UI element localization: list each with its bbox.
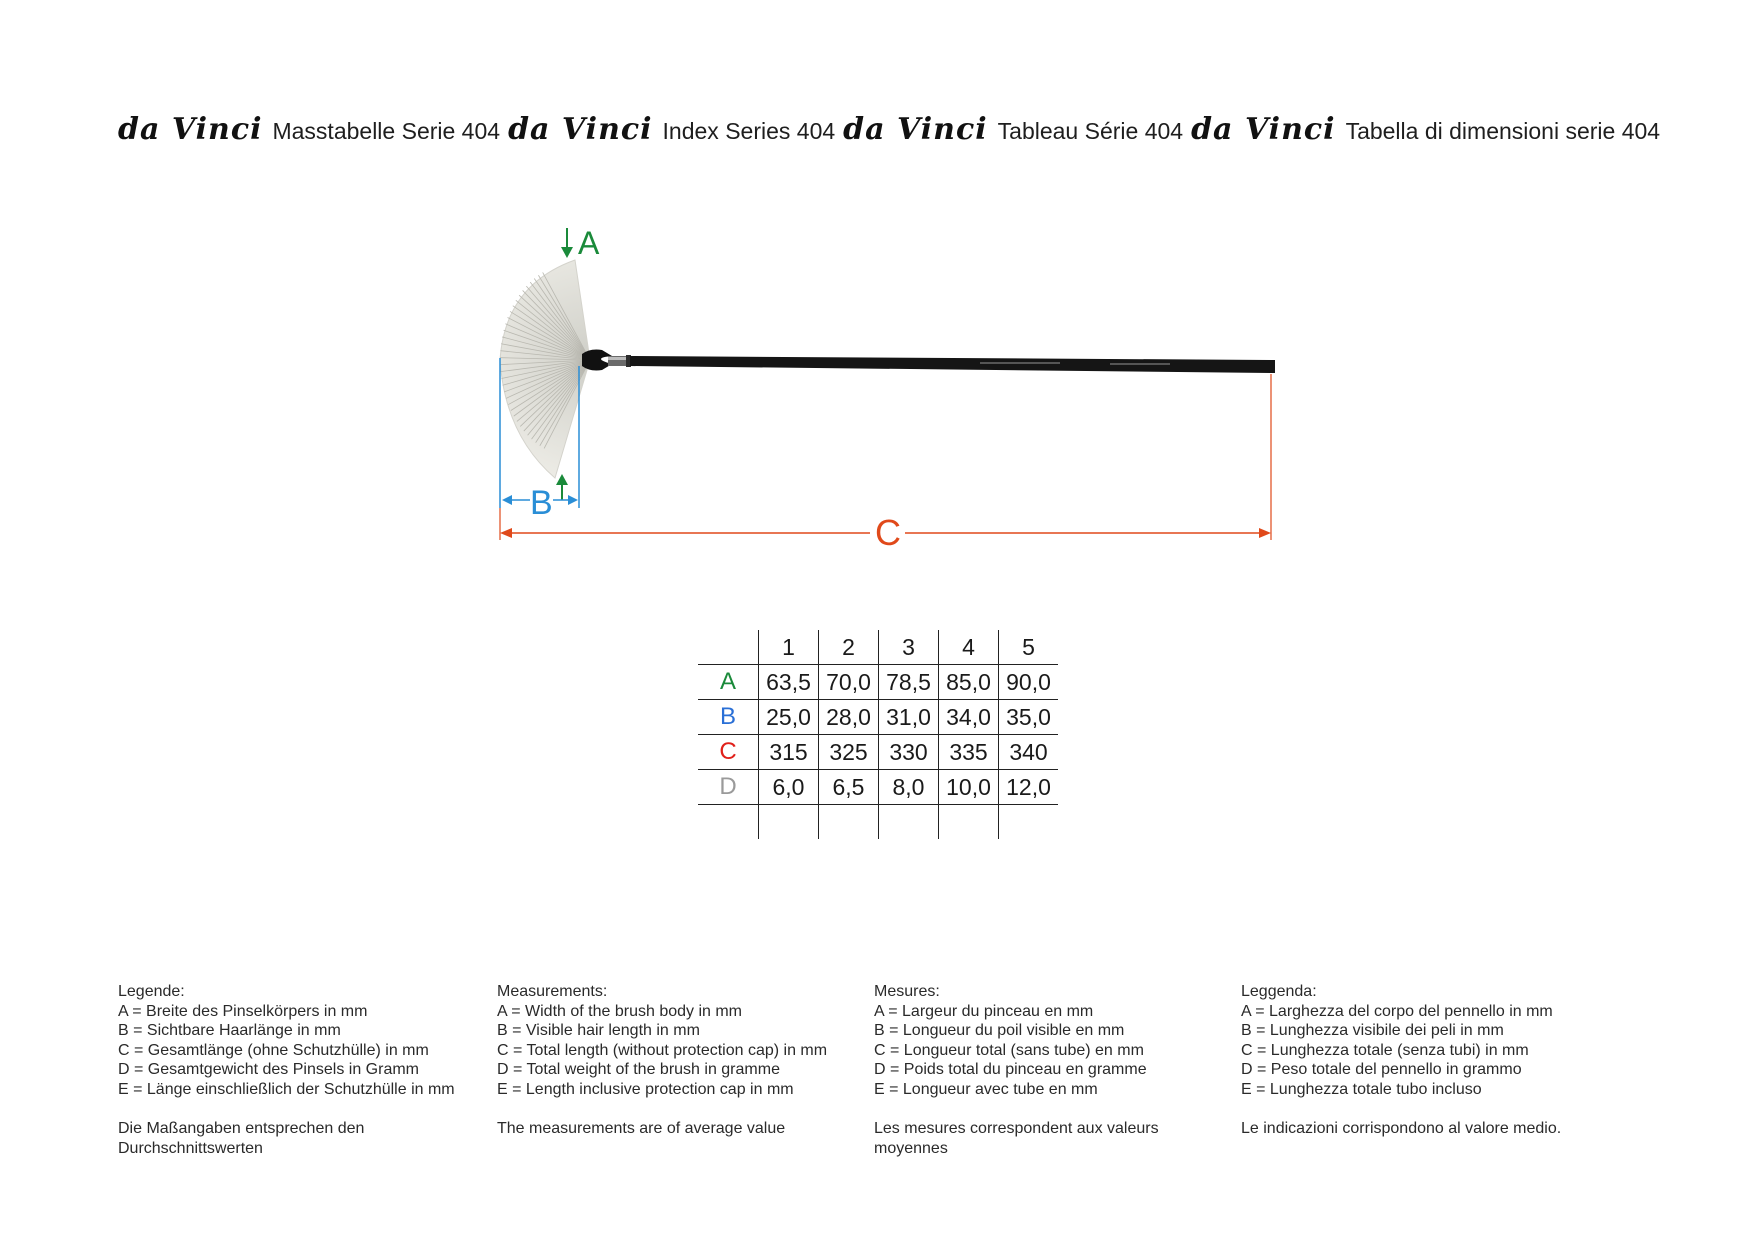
legend-line: C = Lunghezza totale (senza tubi) in mm <box>1241 1041 1529 1059</box>
table-row <box>698 770 1058 805</box>
legend-title: Measurements: <box>497 983 608 1000</box>
legend-line: B = Longueur du poil visible en mm <box>874 1022 1125 1039</box>
header-title-fr: Tableau Série 404 <box>997 118 1184 144</box>
davinci-logo: da Vinci <box>843 112 988 147</box>
table-cell: 31,0 <box>879 700 939 735</box>
legend-line: A = Largeur du pinceau en mm <box>874 1002 1094 1020</box>
legend-line: B = Sichtbare Haarlänge in mm <box>118 1022 341 1039</box>
legend-line: D = Gesamtgewicht des Pinsels in Gramm <box>118 1061 419 1078</box>
legend-line: C = Longueur total (sans tube) en mm <box>874 1041 1144 1059</box>
table-row-label: C <box>698 735 759 770</box>
table-cell: 6,5 <box>819 770 879 805</box>
fan-bristles-icon <box>500 260 590 478</box>
table-row-label: D <box>698 770 759 805</box>
brush-handle-icon <box>582 350 1275 374</box>
table-row <box>698 700 1058 735</box>
table-cell: 85,0 <box>939 665 999 700</box>
legend-title: Leggenda: <box>1241 983 1317 1000</box>
legend-line: D = Peso totale del pennello in grammo <box>1241 1061 1522 1078</box>
table-column-header: 1 <box>759 630 819 665</box>
table-cell: 70,0 <box>819 665 879 700</box>
table-cell: 10,0 <box>939 770 999 805</box>
legend-line: A = Larghezza del corpo del pennello in mm <box>1241 1002 1553 1020</box>
table-cell: 34,0 <box>939 700 999 735</box>
legend-fr <box>874 982 1224 1158</box>
table-cell: 335 <box>939 735 999 770</box>
legend-line: B = Lunghezza visibile dei peli in mm <box>1241 1022 1504 1039</box>
table-cell: 63,5 <box>759 665 819 700</box>
table-row <box>698 665 1058 700</box>
table-corner <box>698 630 759 665</box>
davinci-logo: da Vinci <box>1191 112 1336 147</box>
table-cell: 25,0 <box>759 700 819 735</box>
table-cell <box>939 805 999 840</box>
table-row-label: A <box>698 665 759 700</box>
table-header-row <box>698 630 1058 665</box>
dimension-b-label: B <box>530 484 553 522</box>
table-cell: 315 <box>759 735 819 770</box>
table-cell <box>759 805 819 840</box>
legend-note: Die Maßangaben entsprechen den Durchschnittswerten <box>118 1120 365 1157</box>
legend-note: Le indicazioni corrispondono al valore medio. <box>1241 1120 1562 1137</box>
legend-line: B = Visible hair length in mm <box>497 1022 700 1039</box>
legend-line: D = Poids total du pinceau en gramme <box>874 1061 1147 1078</box>
legend-line: C = Total length (without protection cap) in mm <box>497 1041 828 1059</box>
legend-line: A = Breite des Pinselkörpers in mm <box>118 1002 368 1020</box>
table-cell: 28,0 <box>819 700 879 735</box>
table-column-header: 5 <box>999 630 1059 665</box>
table-row <box>698 735 1058 770</box>
size-table <box>698 630 1058 839</box>
legend-title: Legende: <box>118 983 185 1000</box>
table-cell: 330 <box>879 735 939 770</box>
table-row-empty <box>698 805 1058 840</box>
davinci-logo: da Vinci <box>508 112 653 147</box>
table-row-label: B <box>698 700 759 735</box>
table-cell: 12,0 <box>999 770 1059 805</box>
legend-line: E = Length inclusive protection cap in mm <box>497 1080 794 1098</box>
table-cell: 8,0 <box>879 770 939 805</box>
table-column-header: 3 <box>879 630 939 665</box>
legend-en <box>497 982 867 1139</box>
dimension-c <box>500 374 1271 553</box>
legend-note: The measurements are of average value <box>497 1120 786 1137</box>
table-cell <box>819 805 879 840</box>
table-cell: 325 <box>819 735 879 770</box>
legend-line: A = Width of the brush body in mm <box>497 1002 743 1020</box>
legend-note: Les mesures correspondent aux valeurs moyennes <box>874 1120 1159 1157</box>
table-column-header: 2 <box>819 630 879 665</box>
legend-it <box>1241 982 1621 1139</box>
table-column-header: 4 <box>939 630 999 665</box>
legend-line: E = Lunghezza totale tubo incluso <box>1241 1080 1482 1098</box>
table-row-label <box>698 805 759 840</box>
legend-de <box>118 982 478 1158</box>
dimension-c-label: C <box>875 512 901 553</box>
header-title-de: Masstabelle Serie 404 <box>272 118 501 144</box>
header-title-en: Index Series 404 <box>662 118 836 144</box>
table-cell <box>879 805 939 840</box>
legend-line: E = Longueur avec tube en mm <box>874 1080 1098 1098</box>
table-cell: 340 <box>999 735 1059 770</box>
legend-line: C = Gesamtlänge (ohne Schutzhülle) in mm <box>118 1041 429 1059</box>
dimension-a-label: A <box>578 225 600 261</box>
legend-line: E = Länge einschließlich der Schutzhülle in mm <box>118 1080 455 1098</box>
table-cell: 78,5 <box>879 665 939 700</box>
legend-title: Mesures: <box>874 983 940 1000</box>
table-cell <box>999 805 1059 840</box>
header-title-it: Tabella di dimensioni serie 404 <box>1345 118 1661 144</box>
table-cell: 6,0 <box>759 770 819 805</box>
table-cell: 90,0 <box>999 665 1059 700</box>
legend-line: D = Total weight of the brush in gramme <box>497 1061 780 1078</box>
davinci-logo: da Vinci <box>118 112 263 147</box>
table-cell: 35,0 <box>999 700 1059 735</box>
